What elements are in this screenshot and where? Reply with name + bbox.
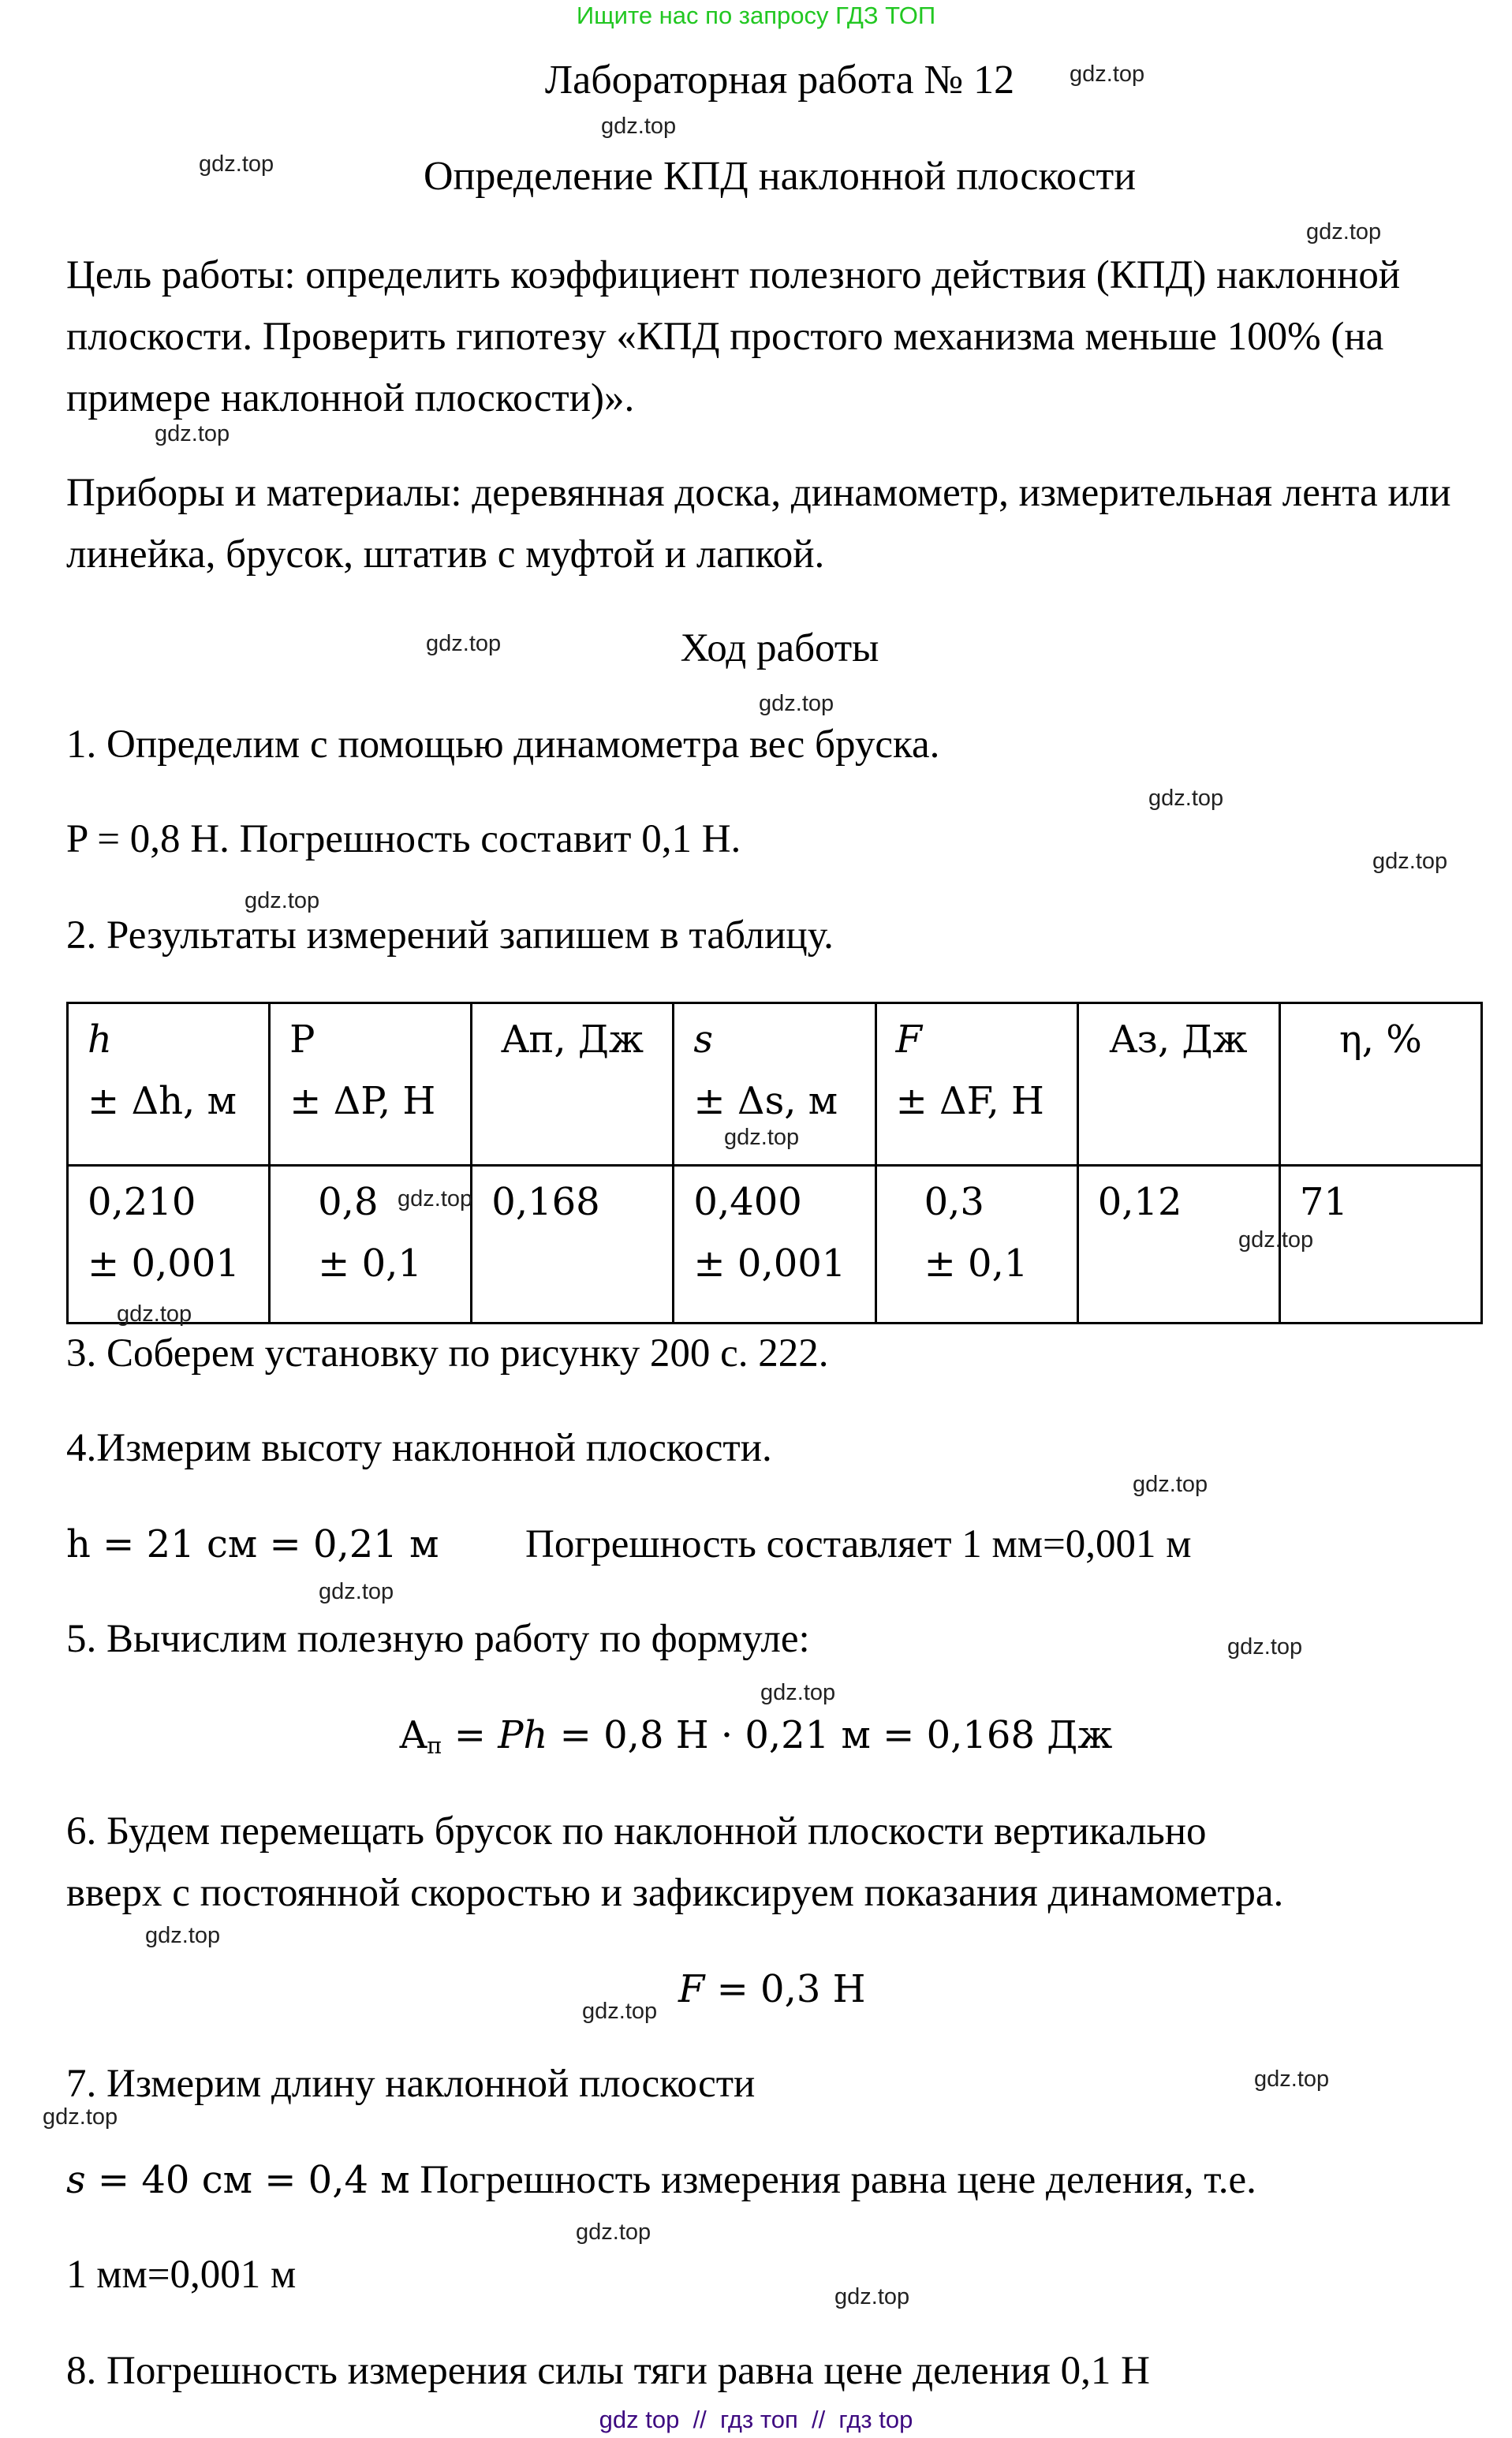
step-4-equation: h = 21 см = 0,21 м (66, 1522, 439, 1566)
step-6-line1: 6. Будем перемещать брусок по наклонной плоскости вертикально (66, 1809, 1207, 1854)
equipment-paragraph: Приборы и материалы: деревянная доска, динамометр, измерительная лента или линейка, брусок, штатив с муфтой и лапкой. (66, 471, 1451, 577)
watermark: gdz.top (426, 631, 502, 656)
watermark: gdz.top (582, 1999, 658, 2024)
watermark: gdz.top (1306, 219, 1382, 245)
watermark: gdz.top (43, 2104, 118, 2130)
watermark: gdz.top (760, 1680, 836, 1705)
footer-links[interactable]: gdz top // гдз топ // гдз top (599, 2406, 913, 2433)
watermark: gdz.top (1238, 1227, 1314, 1253)
watermark: gdz.top (199, 151, 274, 177)
watermark: gdz.top (576, 2220, 651, 2245)
step-8: 8. Погрешность измерения силы тяги равна цене деления 0,1 Н (66, 2349, 1150, 2393)
step-1: 1. Определим с помощью динамометра вес бруска. (66, 722, 940, 767)
cell-h: 0,210 ± 0,001 (68, 1166, 270, 1324)
cell-s: 0,400 ± 0,001 (674, 1166, 875, 1324)
cell-p: 0,8 ± 0,1 (270, 1166, 472, 1324)
watermark: gdz.top (1133, 1472, 1208, 1497)
step-5: 5. Вычислим полезную работу по формуле: (66, 1617, 810, 1661)
watermark: gdz.top (1070, 62, 1145, 87)
procedure-heading: Ход работы (680, 626, 879, 670)
watermark: gdz.top (1227, 1634, 1303, 1660)
step-4-error: Погрешность составляет 1 мм=0,001 м (525, 1522, 1192, 1566)
header-cell-total-work: Aз, Дж (1077, 1003, 1279, 1166)
header-cell-useful-work: Aп, Дж (472, 1003, 674, 1166)
cell-f: 0,3 ± 0,1 (875, 1166, 1077, 1324)
header-cell-s: s ± Δs, м (674, 1003, 875, 1166)
step-7-line2: 1 мм=0,001 м (66, 2253, 297, 2297)
step-1-result: P = 0,8 Н. Погрешность составит 0,1 Н. (66, 817, 741, 861)
watermark: gdz.top (245, 888, 320, 913)
step-4: 4.Измерим высоту наклонной плоскости. (66, 1426, 772, 1470)
watermark: gdz.top (1254, 2067, 1330, 2092)
step-6-line2: вверх с постоянной скоростью и зафиксируем показания динамометра. (66, 1871, 1284, 1915)
header-cell-h: h ± Δh, м (68, 1003, 270, 1166)
step-2: 2. Результаты измерений запишем в таблицу. (66, 913, 834, 958)
watermark: gdz.top (1372, 849, 1448, 874)
cell-efficiency: 71 (1279, 1166, 1481, 1324)
search-banner[interactable]: Ищите нас по запросу ГДЗ ТОП (576, 2, 936, 29)
watermark: gdz.top (1148, 786, 1224, 811)
step-7: 7. Измерим длину наклонной плоскости (66, 2062, 756, 2106)
cell-useful-work: 0,168 (472, 1166, 674, 1324)
watermark: gdz.top (117, 1301, 192, 1327)
page-title: Лабораторная работа № 12 (544, 58, 1015, 103)
step-7-equation: s = 40 см = 0,4 м Погрешность измерения равна цене деления, т.е. (66, 2158, 1256, 2202)
watermark: gdz.top (724, 1125, 800, 1150)
step-3: 3. Соберем установку по рисунку 200 с. 222. (66, 1331, 829, 1376)
watermark: gdz.top (319, 1579, 394, 1604)
cell-total-work: 0,12 (1077, 1166, 1279, 1324)
header-cell-efficiency: η, % (1279, 1003, 1481, 1166)
results-table (66, 1002, 1483, 1324)
header-cell-f: F ± ΔF, Н (875, 1003, 1077, 1166)
watermark: gdz.top (601, 114, 677, 139)
useful-work-formula: $A_п = Ph = 0,8$ Н · 0,21 м = 0,168 Дж (399, 1713, 1113, 1760)
watermark: gdz.top (759, 691, 834, 716)
watermark: gdz.top (155, 421, 230, 446)
header-cell-p: P ± ΔP, Н (270, 1003, 472, 1166)
page-subtitle: Определение КПД наклонной плоскости (423, 154, 1137, 199)
watermark: gdz.top (398, 1186, 473, 1212)
force-formula: F = 0,3 Н (678, 1967, 866, 2011)
watermark: gdz.top (145, 1923, 221, 1948)
goal-paragraph: Цель работы: определить коэффициент полезного действия (КПД) наклонной плоскости. Проверить гипотезу «КПД простого механизма меньше 100% (на примере наклонной плоскости)». (66, 253, 1401, 420)
watermark: gdz.top (834, 2284, 910, 2309)
